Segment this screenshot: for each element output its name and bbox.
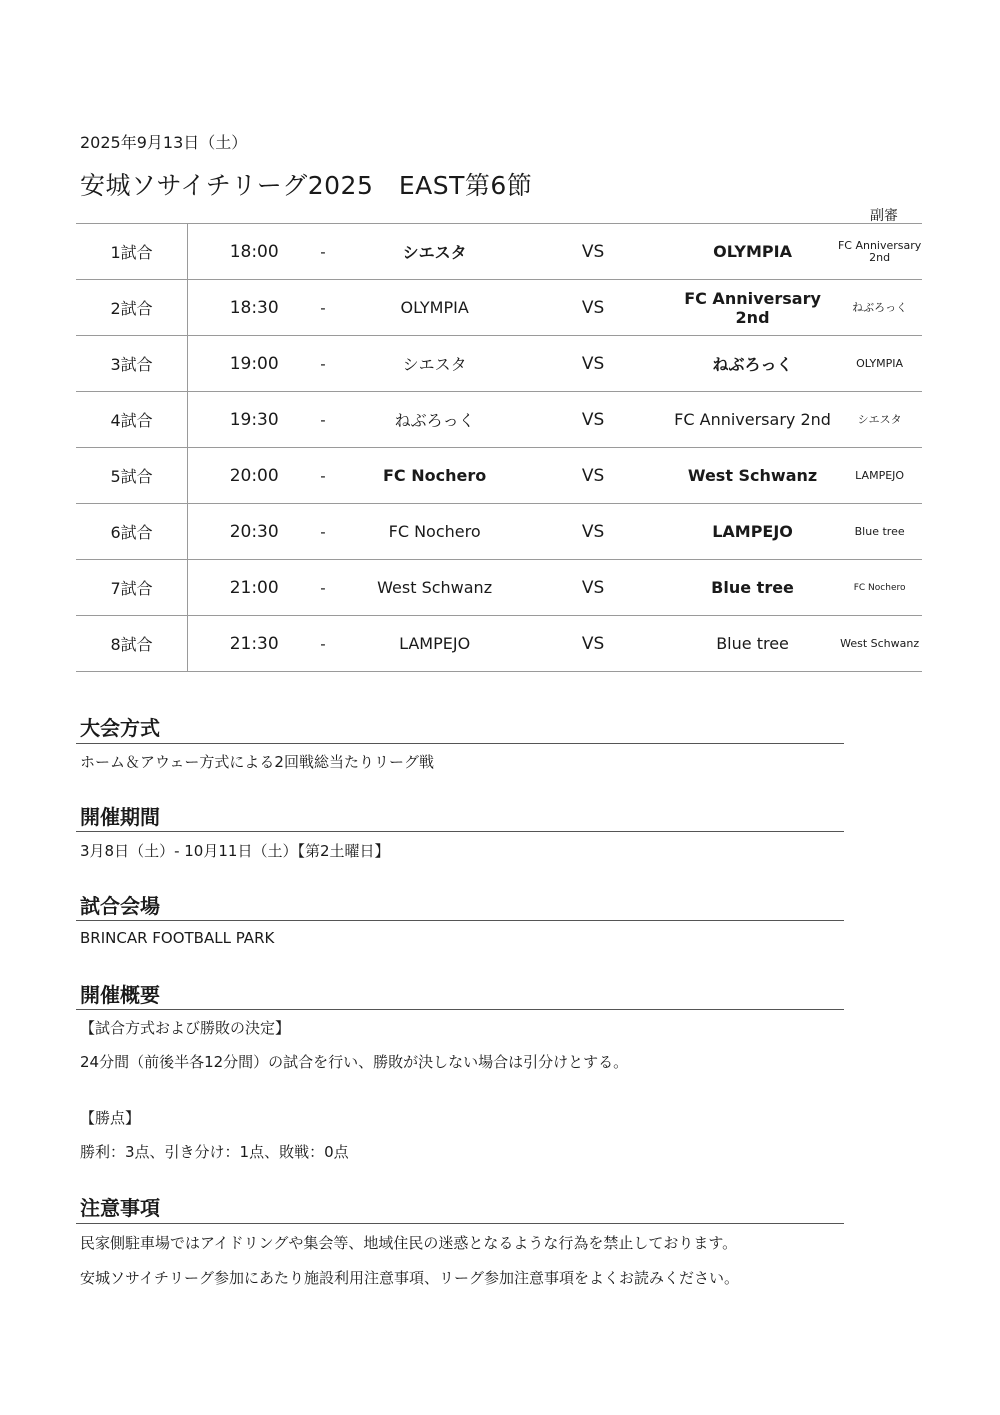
overview-points-text: 勝利：3点、引き分け：1点、敗戦：0点 — [80, 1143, 349, 1161]
match-number: 8試合 — [76, 616, 188, 672]
notes-text-rules: 安城ソサイチリーグ参加にあたり施設利用注意事項、リーグ参加注意事項をよくお読みください。 — [80, 1269, 739, 1287]
match-row — [76, 504, 922, 560]
overview-subheading-points: 【勝点】 — [80, 1109, 141, 1127]
section-divider — [76, 1009, 844, 1010]
section-divider — [76, 920, 844, 921]
match-number: 2試合 — [76, 280, 188, 336]
away-team: FC Anniversary 2nd — [668, 280, 837, 336]
time-separator: - — [320, 504, 351, 560]
section-divider — [76, 831, 844, 832]
format-text: ホーム＆アウェー方式による2回戦総当たりリーグ戦 — [80, 753, 434, 771]
match-row — [76, 280, 922, 336]
notes-text-parking: 民家側駐車場ではアイドリングや集会等、地域住民の迷惑となるような行為を禁止しております。 — [80, 1234, 738, 1252]
away-team: Blue tree — [668, 560, 837, 616]
kickoff-time: 21:00 — [188, 560, 321, 616]
assistant-referee: ねぶろっく — [837, 280, 922, 336]
section-heading-format: 大会方式 — [80, 716, 160, 740]
time-separator: - — [320, 448, 351, 504]
versus-label: VS — [518, 616, 668, 672]
section-heading-overview: 開催概要 — [80, 983, 160, 1007]
away-team: West Schwanz — [668, 448, 837, 504]
venue-text: BRINCAR FOOTBALL PARK — [80, 929, 275, 947]
kickoff-time: 20:00 — [188, 448, 321, 504]
assistant-referee: OLYMPIA — [837, 336, 922, 392]
versus-label: VS — [518, 504, 668, 560]
versus-label: VS — [518, 560, 668, 616]
match-date: 2025年9月13日（土） — [80, 133, 248, 152]
page-title: 安城ソサイチリーグ2025 EAST第6節 — [80, 171, 533, 200]
section-heading-notes: 注意事項 — [80, 1196, 160, 1220]
match-row — [76, 392, 922, 448]
home-team: シエスタ — [351, 336, 518, 392]
time-separator: - — [320, 560, 351, 616]
time-separator: - — [320, 336, 351, 392]
assistant-referee: West Schwanz — [837, 616, 922, 672]
kickoff-time: 18:00 — [188, 224, 321, 280]
overview-subheading-match-format: 【試合方式および勝敗の決定】 — [80, 1019, 291, 1037]
versus-label: VS — [518, 448, 668, 504]
section-heading-venue: 試合会場 — [80, 894, 160, 918]
time-separator: - — [320, 280, 351, 336]
home-team: West Schwanz — [351, 560, 518, 616]
match-row — [76, 224, 922, 280]
time-separator: - — [320, 392, 351, 448]
section-heading-period: 開催期間 — [80, 805, 160, 829]
versus-label: VS — [518, 280, 668, 336]
away-team: LAMPEJO — [668, 504, 837, 560]
kickoff-time: 20:30 — [188, 504, 321, 560]
home-team: ねぶろっく — [351, 392, 518, 448]
match-schedule-table — [76, 223, 922, 672]
away-team: OLYMPIA — [668, 224, 837, 280]
match-number: 5試合 — [76, 448, 188, 504]
period-text: 3月8日（土）- 10月11日（土）【第2土曜日】 — [80, 842, 390, 860]
match-row — [76, 448, 922, 504]
match-number: 7試合 — [76, 560, 188, 616]
match-number: 6試合 — [76, 504, 188, 560]
assistant-referee: FC Nochero — [837, 560, 922, 616]
away-team: FC Anniversary 2nd — [668, 392, 837, 448]
versus-label: VS — [518, 392, 668, 448]
home-team: OLYMPIA — [351, 280, 518, 336]
section-divider — [76, 743, 844, 744]
versus-label: VS — [518, 224, 668, 280]
away-team: ねぶろっく — [668, 336, 837, 392]
home-team: FC Nochero — [351, 448, 518, 504]
match-number: 4試合 — [76, 392, 188, 448]
match-row — [76, 560, 922, 616]
kickoff-time: 19:00 — [188, 336, 321, 392]
kickoff-time: 18:30 — [188, 280, 321, 336]
assistant-referee: シエスタ — [837, 392, 922, 448]
time-separator: - — [320, 616, 351, 672]
referee-column-header: 副審 — [870, 208, 898, 224]
assistant-referee: LAMPEJO — [837, 448, 922, 504]
home-team: シエスタ — [351, 224, 518, 280]
match-row — [76, 336, 922, 392]
home-team: LAMPEJO — [351, 616, 518, 672]
kickoff-time: 19:30 — [188, 392, 321, 448]
overview-match-format-text: 24分間（前後半各12分間）の試合を行い、勝敗が決しない場合は引分けとする。 — [80, 1053, 629, 1071]
kickoff-time: 21:30 — [188, 616, 321, 672]
versus-label: VS — [518, 336, 668, 392]
assistant-referee: Blue tree — [837, 504, 922, 560]
match-row — [76, 616, 922, 672]
away-team: Blue tree — [668, 616, 837, 672]
match-number: 3試合 — [76, 336, 188, 392]
match-number: 1試合 — [76, 224, 188, 280]
section-divider — [76, 1223, 844, 1224]
assistant-referee: FC Anniversary 2nd — [837, 224, 922, 280]
time-separator: - — [320, 224, 351, 280]
home-team: FC Nochero — [351, 504, 518, 560]
